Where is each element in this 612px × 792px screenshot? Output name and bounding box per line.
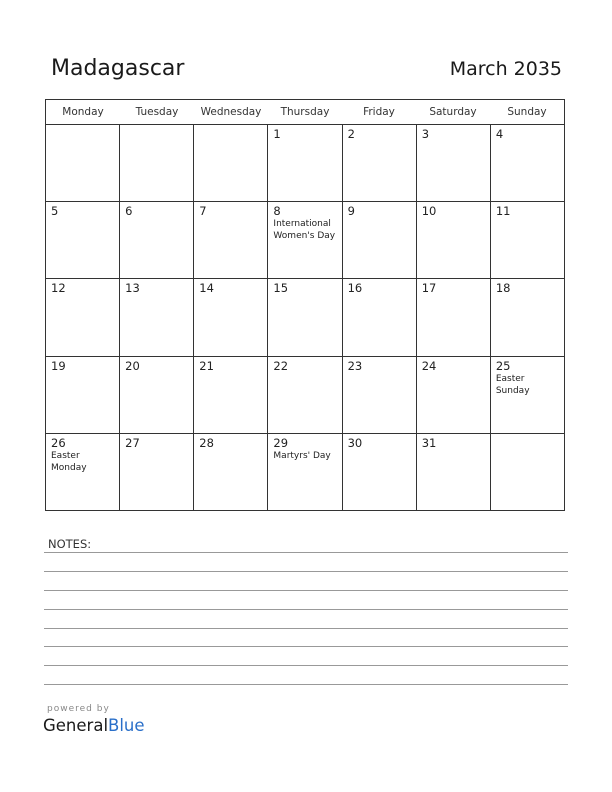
weekday-saturday: Saturday <box>429 106 477 118</box>
day-number: 30 <box>347 435 363 450</box>
day-cell <box>120 357 194 433</box>
day-cell <box>194 279 268 355</box>
calendar-grid <box>45 99 565 511</box>
brand-general: General <box>43 716 109 735</box>
day-event: Easter Sunday <box>495 373 530 396</box>
day-cell <box>194 434 268 511</box>
day-number: 1 <box>273 127 281 141</box>
day-number: 4 <box>495 127 504 141</box>
notes-line <box>44 665 568 666</box>
day-event: Easter Monday <box>51 450 87 473</box>
weekday-monday: Monday <box>62 106 104 118</box>
day-cell <box>46 202 120 278</box>
notes-line <box>44 609 568 610</box>
day-number: 7 <box>199 204 207 219</box>
day-number: 10 <box>421 204 437 219</box>
day-number: 26 <box>51 435 66 450</box>
weekday-friday: Friday <box>363 106 395 118</box>
brand-blue: Blue <box>108 716 145 735</box>
day-number: 8 <box>273 204 281 219</box>
notes-line <box>44 628 568 629</box>
powered-by-text: powered by <box>47 704 110 714</box>
day-number: 9 <box>347 204 355 219</box>
notes-label: NOTES: <box>48 537 92 551</box>
notes-line <box>44 684 568 685</box>
notes-line <box>44 646 568 647</box>
day-cell <box>120 202 194 278</box>
day-number: 25 <box>495 358 511 373</box>
weekday-sunday: Sunday <box>507 106 547 118</box>
day-cell <box>491 125 564 201</box>
day-cell <box>268 357 342 433</box>
day-number: 22 <box>273 358 289 373</box>
day-number: 28 <box>199 435 214 450</box>
day-cell <box>46 125 120 201</box>
day-cell <box>194 125 268 201</box>
day-cell <box>417 434 491 511</box>
day-number: 29 <box>273 435 289 450</box>
day-cell <box>120 279 194 355</box>
day-cell <box>491 202 564 278</box>
generalblue-logo <box>43 716 145 735</box>
day-cell <box>194 202 268 278</box>
week-row <box>46 357 564 434</box>
day-cell <box>491 357 564 433</box>
day-number: 21 <box>199 358 214 373</box>
day-cell <box>46 279 120 355</box>
day-number: 2 <box>347 127 355 141</box>
day-number: 16 <box>347 281 363 296</box>
day-number: 5 <box>51 204 59 219</box>
week-row <box>46 279 564 356</box>
day-cell <box>417 125 491 201</box>
day-number: 20 <box>125 358 140 373</box>
day-number: 13 <box>125 281 140 296</box>
day-number: 17 <box>421 281 437 296</box>
day-cell <box>268 279 342 355</box>
weekday-header <box>46 100 564 125</box>
week-row <box>46 202 564 279</box>
day-cell <box>491 279 564 355</box>
day-cell <box>120 434 194 511</box>
day-cell <box>343 357 417 433</box>
day-cell <box>417 357 491 433</box>
day-cell <box>343 125 417 201</box>
notes-line <box>44 552 568 553</box>
day-number: 15 <box>273 281 289 296</box>
day-number: 18 <box>495 281 511 296</box>
day-cell <box>417 202 491 278</box>
day-number: 24 <box>421 358 437 373</box>
day-number: 23 <box>347 358 363 373</box>
day-cell <box>46 434 120 511</box>
day-event: Martyrs' Day <box>273 450 331 461</box>
weekday-thursday: Thursday <box>280 106 330 118</box>
month-title: March 2035 <box>449 58 562 80</box>
day-cell <box>120 125 194 201</box>
notes-line <box>44 571 568 572</box>
day-cell <box>343 434 417 511</box>
day-number: 6 <box>125 204 133 219</box>
day-cell <box>343 202 417 278</box>
day-number: 27 <box>125 435 140 450</box>
notes-line <box>44 590 568 591</box>
day-number: 31 <box>421 435 437 450</box>
day-cell <box>343 279 417 355</box>
day-number: 14 <box>199 281 214 296</box>
country-title: Madagascar <box>51 56 185 81</box>
day-cell <box>491 434 564 511</box>
day-cell <box>268 202 342 278</box>
week-row <box>46 434 564 511</box>
day-cell <box>268 434 342 511</box>
weekday-wednesday: Wednesday <box>200 106 262 118</box>
day-number: 3 <box>421 127 430 141</box>
day-cell <box>46 357 120 433</box>
day-event: International Women's Day <box>273 219 336 242</box>
day-cell <box>417 279 491 355</box>
day-cell <box>268 125 342 201</box>
day-number: 11 <box>495 204 511 219</box>
week-row <box>46 125 564 202</box>
weekday-tuesday: Tuesday <box>135 106 179 118</box>
day-number: 12 <box>51 281 66 296</box>
day-number: 19 <box>51 358 66 373</box>
day-cell <box>194 357 268 433</box>
